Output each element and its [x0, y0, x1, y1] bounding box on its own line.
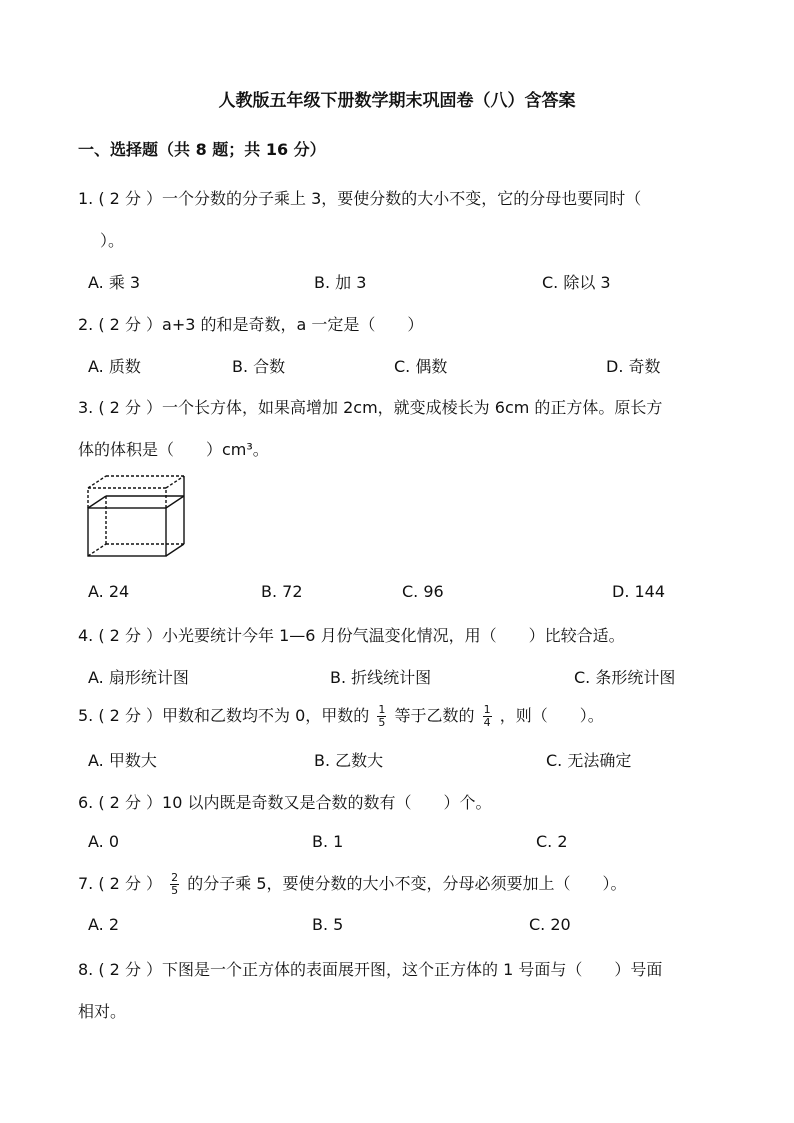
- q7-text-post: 的分子乘 5，要使分数的大小不变，分母必须要加上（ ）。: [187, 874, 627, 893]
- q3-option-c[interactable]: C. 96: [402, 582, 444, 601]
- q3-option-a[interactable]: A. 24: [88, 582, 130, 601]
- q3-option-d[interactable]: D. 144: [612, 582, 666, 601]
- q4-option-a[interactable]: A. 扇形统计图: [88, 668, 189, 687]
- q1-option-b[interactable]: B. 加 3: [314, 273, 367, 292]
- question-7: [78, 871, 627, 897]
- cuboid-figure: [84, 472, 188, 560]
- question-8-line1: 8. ( 2 分 ）下图是一个正方体的表面展开图，这个正方体的 1 号面与（ ）号面: [78, 960, 663, 979]
- q2-option-b[interactable]: B. 合数: [232, 357, 286, 376]
- q5-fraction-1: $\frac{1}{5}$: [378, 703, 386, 729]
- q5-text-post: ，则（ ）。: [499, 706, 604, 725]
- q4-option-b[interactable]: B. 折线统计图: [330, 668, 432, 687]
- q5-text-pre: 5. ( 2 分 ）甲数和乙数均不为 0，甲数的: [78, 706, 370, 725]
- question-6: 6. ( 2 分 ）10 以内既是奇数又是合数的数有（ ）个。: [78, 793, 492, 812]
- q5-text-mid: 等于乙数的: [394, 706, 475, 725]
- question-8-line2: 相对。: [78, 1002, 127, 1021]
- q7-option-c[interactable]: C. 20: [529, 915, 571, 934]
- q7-text-pre: 7. ( 2 分 ）: [78, 874, 163, 893]
- question-5: [78, 703, 604, 729]
- q1-option-c[interactable]: C. 除以 3: [542, 273, 611, 292]
- question-4: 4. ( 2 分 ）小光要统计今年 1—6 月份气温变化情况，用（ ）比较合适。: [78, 626, 625, 645]
- q5-option-c[interactable]: C. 无法确定: [546, 751, 632, 770]
- q7-option-a[interactable]: A. 2: [88, 915, 120, 934]
- q5-option-a[interactable]: A. 甲数大: [88, 751, 157, 770]
- question-3-line1: 3. ( 2 分 ）一个长方体，如果高增加 2cm，就变成棱长为 6cm 的正方体。原长方: [78, 398, 663, 417]
- q4-option-c[interactable]: C. 条形统计图: [574, 668, 676, 687]
- q5-fraction-2: $\frac{1}{4}$: [483, 703, 491, 729]
- question-1-line1: 1. ( 2 分 ）一个分数的分子乘上 3，要使分数的大小不变，它的分母也要同时（: [78, 189, 642, 208]
- q3-option-b[interactable]: B. 72: [261, 582, 303, 601]
- q5-option-b[interactable]: B. 乙数大: [314, 751, 384, 770]
- q2-option-d[interactable]: D. 奇数: [606, 357, 661, 376]
- question-2: 2. ( 2 分 ）a+3 的和是奇数，a 一定是（ ）: [78, 315, 424, 334]
- q7-fraction: $\frac{2}{5}$: [171, 871, 179, 897]
- q1-option-a[interactable]: A. 乘 3: [88, 273, 141, 292]
- section-heading: 一、选择题（共 8 题；共 16 分）: [78, 140, 326, 159]
- q7-option-b[interactable]: B. 5: [312, 915, 344, 934]
- q6-option-a[interactable]: A. 0: [88, 832, 120, 851]
- question-3-line2: 体的体积是（ ）cm³。: [78, 440, 269, 459]
- q6-option-b[interactable]: B. 1: [312, 832, 344, 851]
- page-title: 人教版五年级下册数学期末巩固卷（八）含答案: [218, 91, 576, 111]
- q2-option-a[interactable]: A. 质数: [88, 357, 141, 376]
- question-1-line2: ）。: [100, 231, 125, 250]
- q2-option-c[interactable]: C. 偶数: [394, 357, 448, 376]
- q6-option-c[interactable]: C. 2: [536, 832, 568, 851]
